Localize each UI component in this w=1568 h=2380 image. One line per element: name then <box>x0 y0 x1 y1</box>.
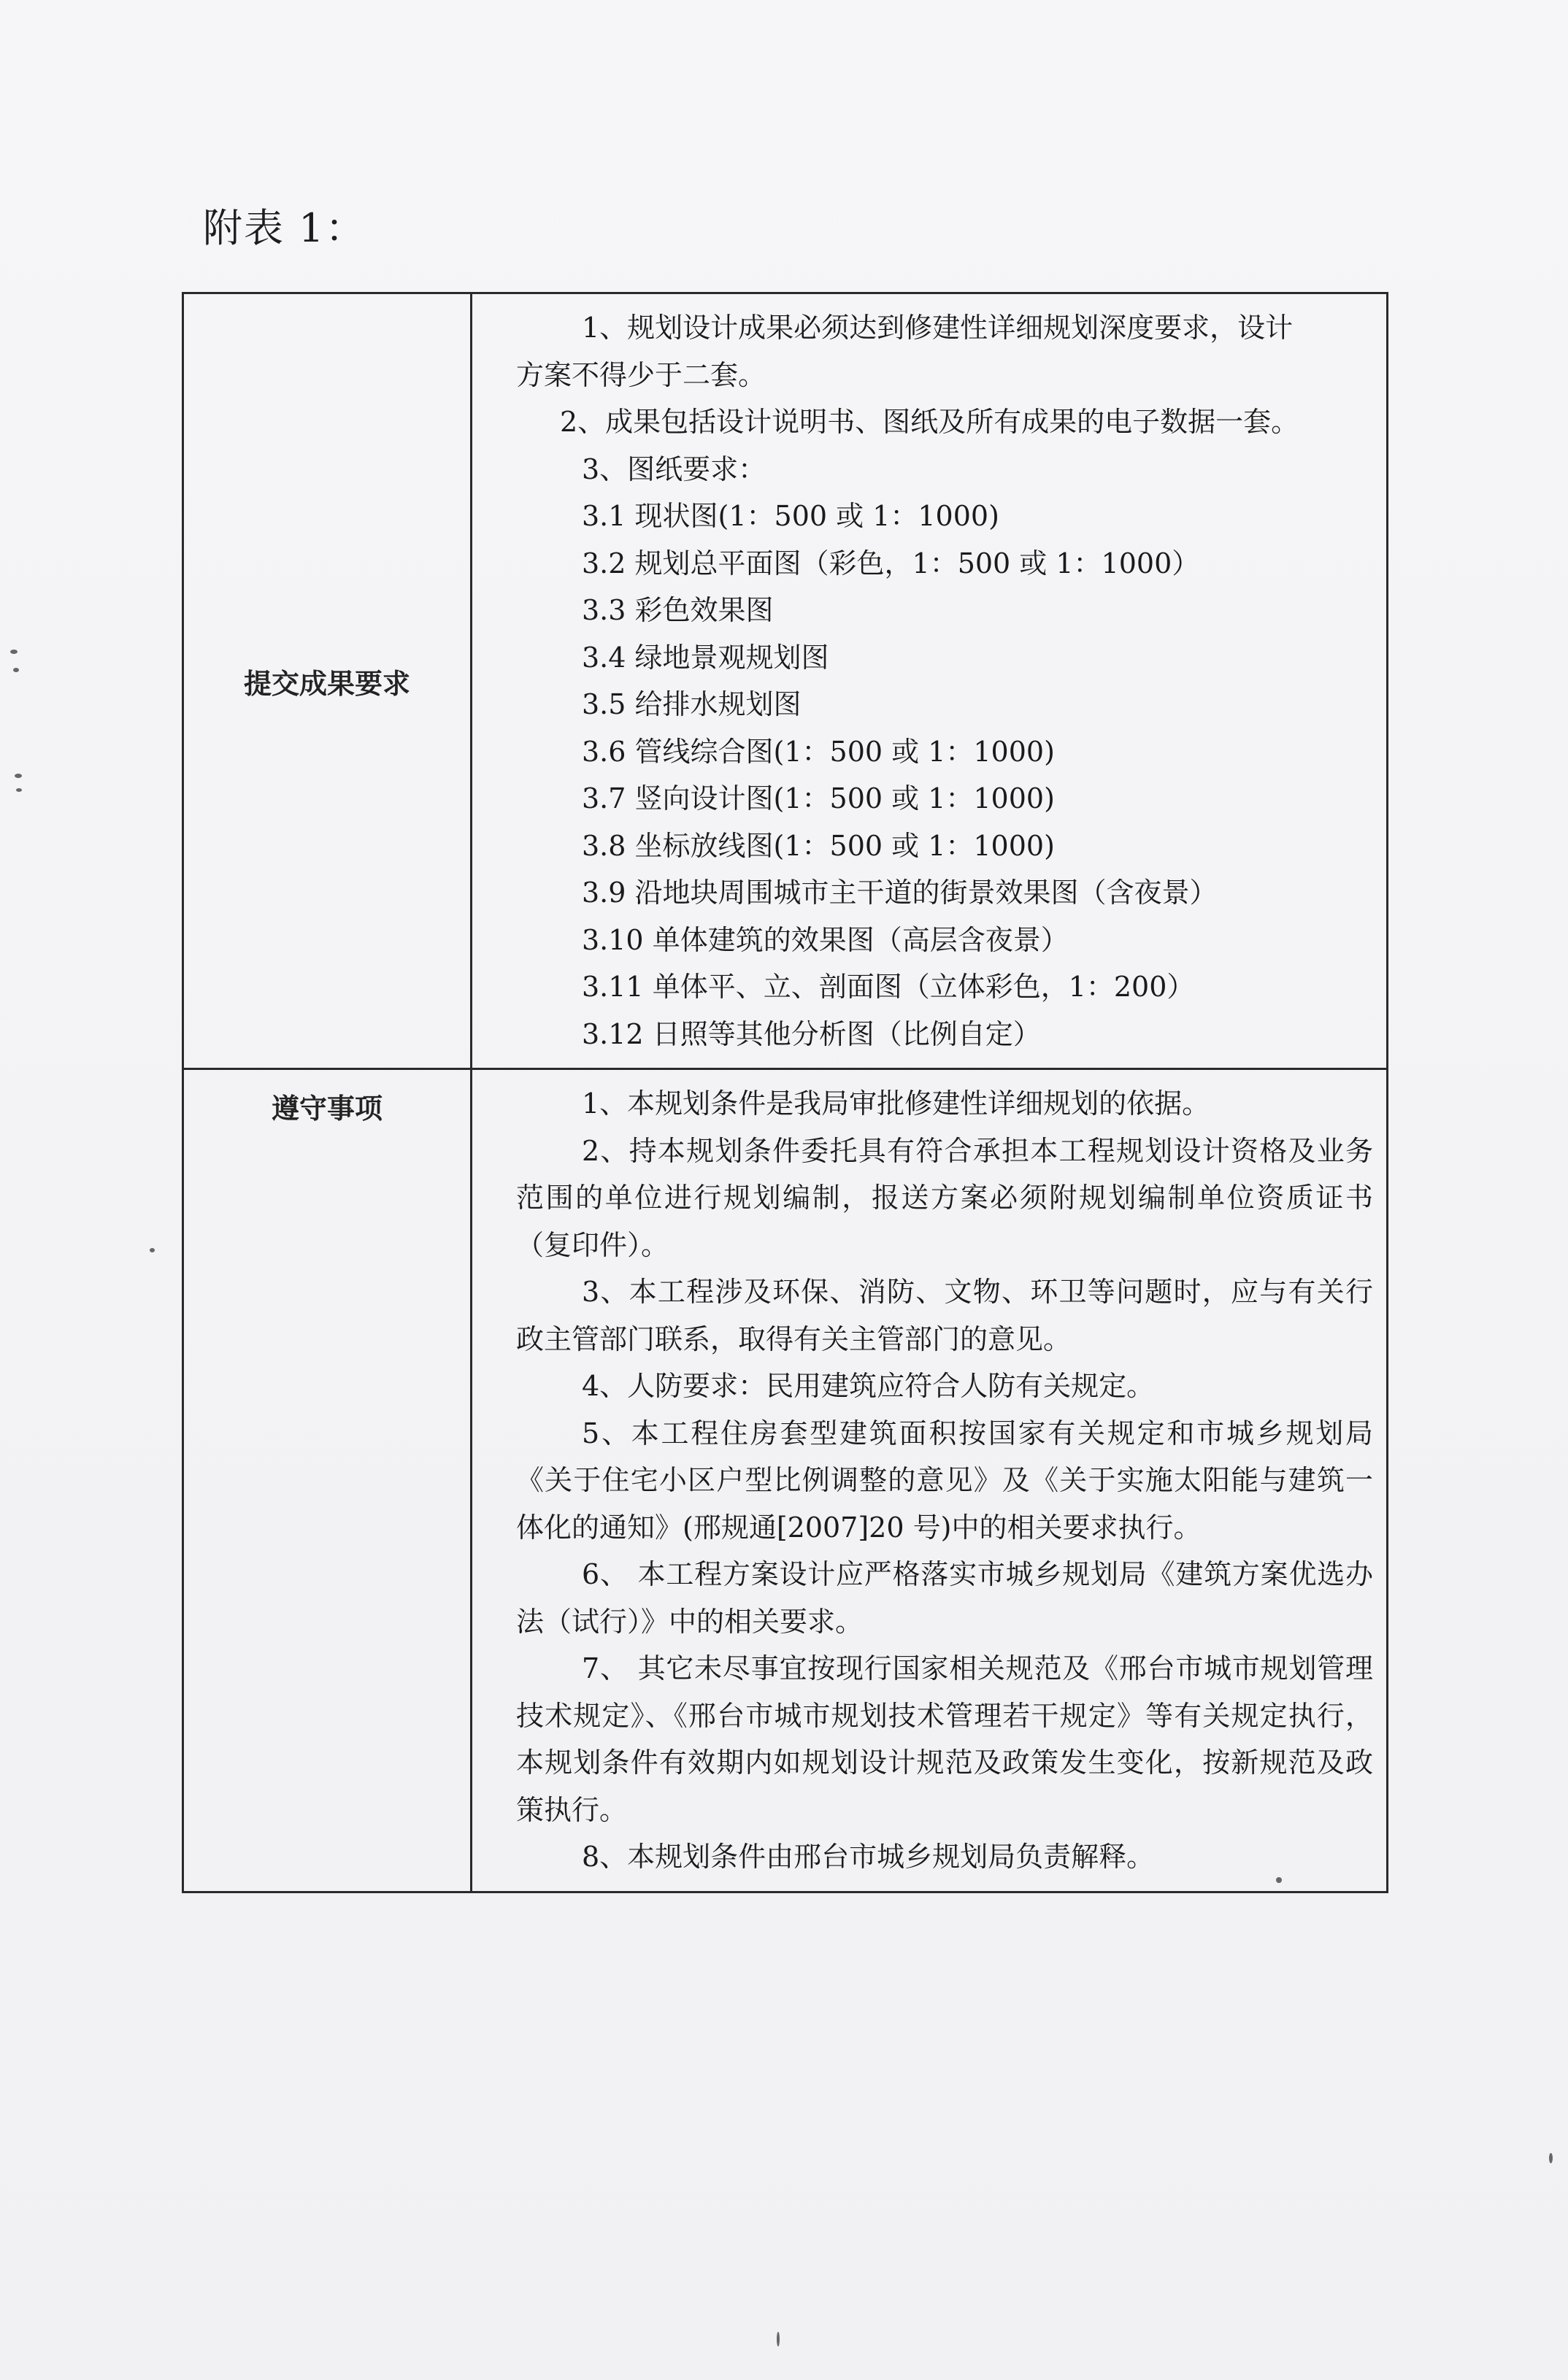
list-item: 3.8 坐标放线图(1：500 或 1：1000) <box>582 829 1055 862</box>
scan-speck <box>1549 2153 1553 2163</box>
scan-speck <box>1276 1877 1282 1883</box>
table-row <box>183 1069 1388 1892</box>
scan-speck <box>150 1248 155 1252</box>
list-item: 3.2 规划总平面图（彩色，1：500 或 1：1000） <box>582 547 1200 579</box>
list-item: 方案不得少于二套。 <box>516 358 766 391</box>
scan-speck <box>777 2332 780 2346</box>
scan-speck <box>15 774 22 778</box>
list-item: 3、本工程涉及环保、消防、文物、环卫等问题时，应与有关行政主管部门联系，取得有关主管部门的意见。 <box>516 1276 1373 1355</box>
requirements-table <box>182 292 1388 1893</box>
list-item: 4、人防要求：民用建筑应符合人防有关规定。 <box>582 1370 1155 1402</box>
list-item: 2、持本规划条件委托具有符合承担本工程规划设计资格及业务范围的单位进行规划编制，报送方案必须附规划编制单位资质证书（复印件）。 <box>516 1134 1373 1261</box>
compliance-items-content <box>472 1069 1388 1892</box>
page-heading: 附表 1： <box>203 205 366 251</box>
list-item: 3.12 日照等其他分析图（比例自定） <box>582 1017 1041 1050</box>
list-item: 7、 其它未尽事宜按现行国家相关规范及《邢台市城市规划管理技术规定》、《邢台市城市规划技术管理若干规定》等有关规定执行，本规划条件有效期内如规划设计规范及政策发生变化，按新规范及政策执行。 <box>516 1652 1373 1826</box>
scan-speck <box>10 650 18 654</box>
list-item: 5、本工程住房套型建筑面积按国家有关规定和市城乡规划局《关于住宅小区户型比例调整的意见》及《关于实施太阳能与建筑一体化的通知》(邢规通[2007]20 号)中的相关要求执行。 <box>516 1417 1373 1544</box>
list-item: 3.11 单体平、立、剖面图（立体彩色，1：200） <box>582 971 1195 1003</box>
list-item: 6、 本工程方案设计应严格落实市城乡规划局《建筑方案优选办法（试行）》中的相关要求。 <box>516 1558 1373 1638</box>
list-item: 3、图纸要求： <box>582 452 766 485</box>
compliance-items-label: 遵守事项 <box>183 1069 472 1892</box>
submission-requirements-content <box>472 293 1388 1069</box>
list-item: 3.10 单体建筑的效果图（高层含夜景） <box>582 923 1069 956</box>
list-item: 3.1 现状图(1：500 或 1：1000) <box>582 500 999 532</box>
list-item: 3.7 竖向设计图(1：500 或 1：1000) <box>582 782 1055 814</box>
list-item: 3.3 彩色效果图 <box>582 594 774 626</box>
list-item: 3.4 绿地景观规划图 <box>582 641 829 674</box>
submission-requirements-label: 提交成果要求 <box>183 293 472 1069</box>
table-row <box>183 293 1388 1069</box>
list-item: 8、本规划条件由邢台市城乡规划局负责解释。 <box>582 1841 1155 1873</box>
list-item: 2、成果包括设计说明书、图纸及所有成果的电子数据一套。 <box>560 406 1299 438</box>
list-item: 3.6 管线综合图(1：500 或 1：1000) <box>582 735 1055 768</box>
list-item: 3.5 给排水规划图 <box>582 688 802 720</box>
list-item: 1、规划设计成果必须达到修建性详细规划深度要求，设计 <box>582 312 1294 344</box>
list-item: 1、本规划条件是我局审批修建性详细规划的依据。 <box>582 1087 1210 1120</box>
list-item: 3.9 沿地块周围城市主干道的街景效果图（含夜景） <box>582 877 1218 909</box>
scan-speck <box>16 788 22 792</box>
scan-speck <box>13 668 19 672</box>
